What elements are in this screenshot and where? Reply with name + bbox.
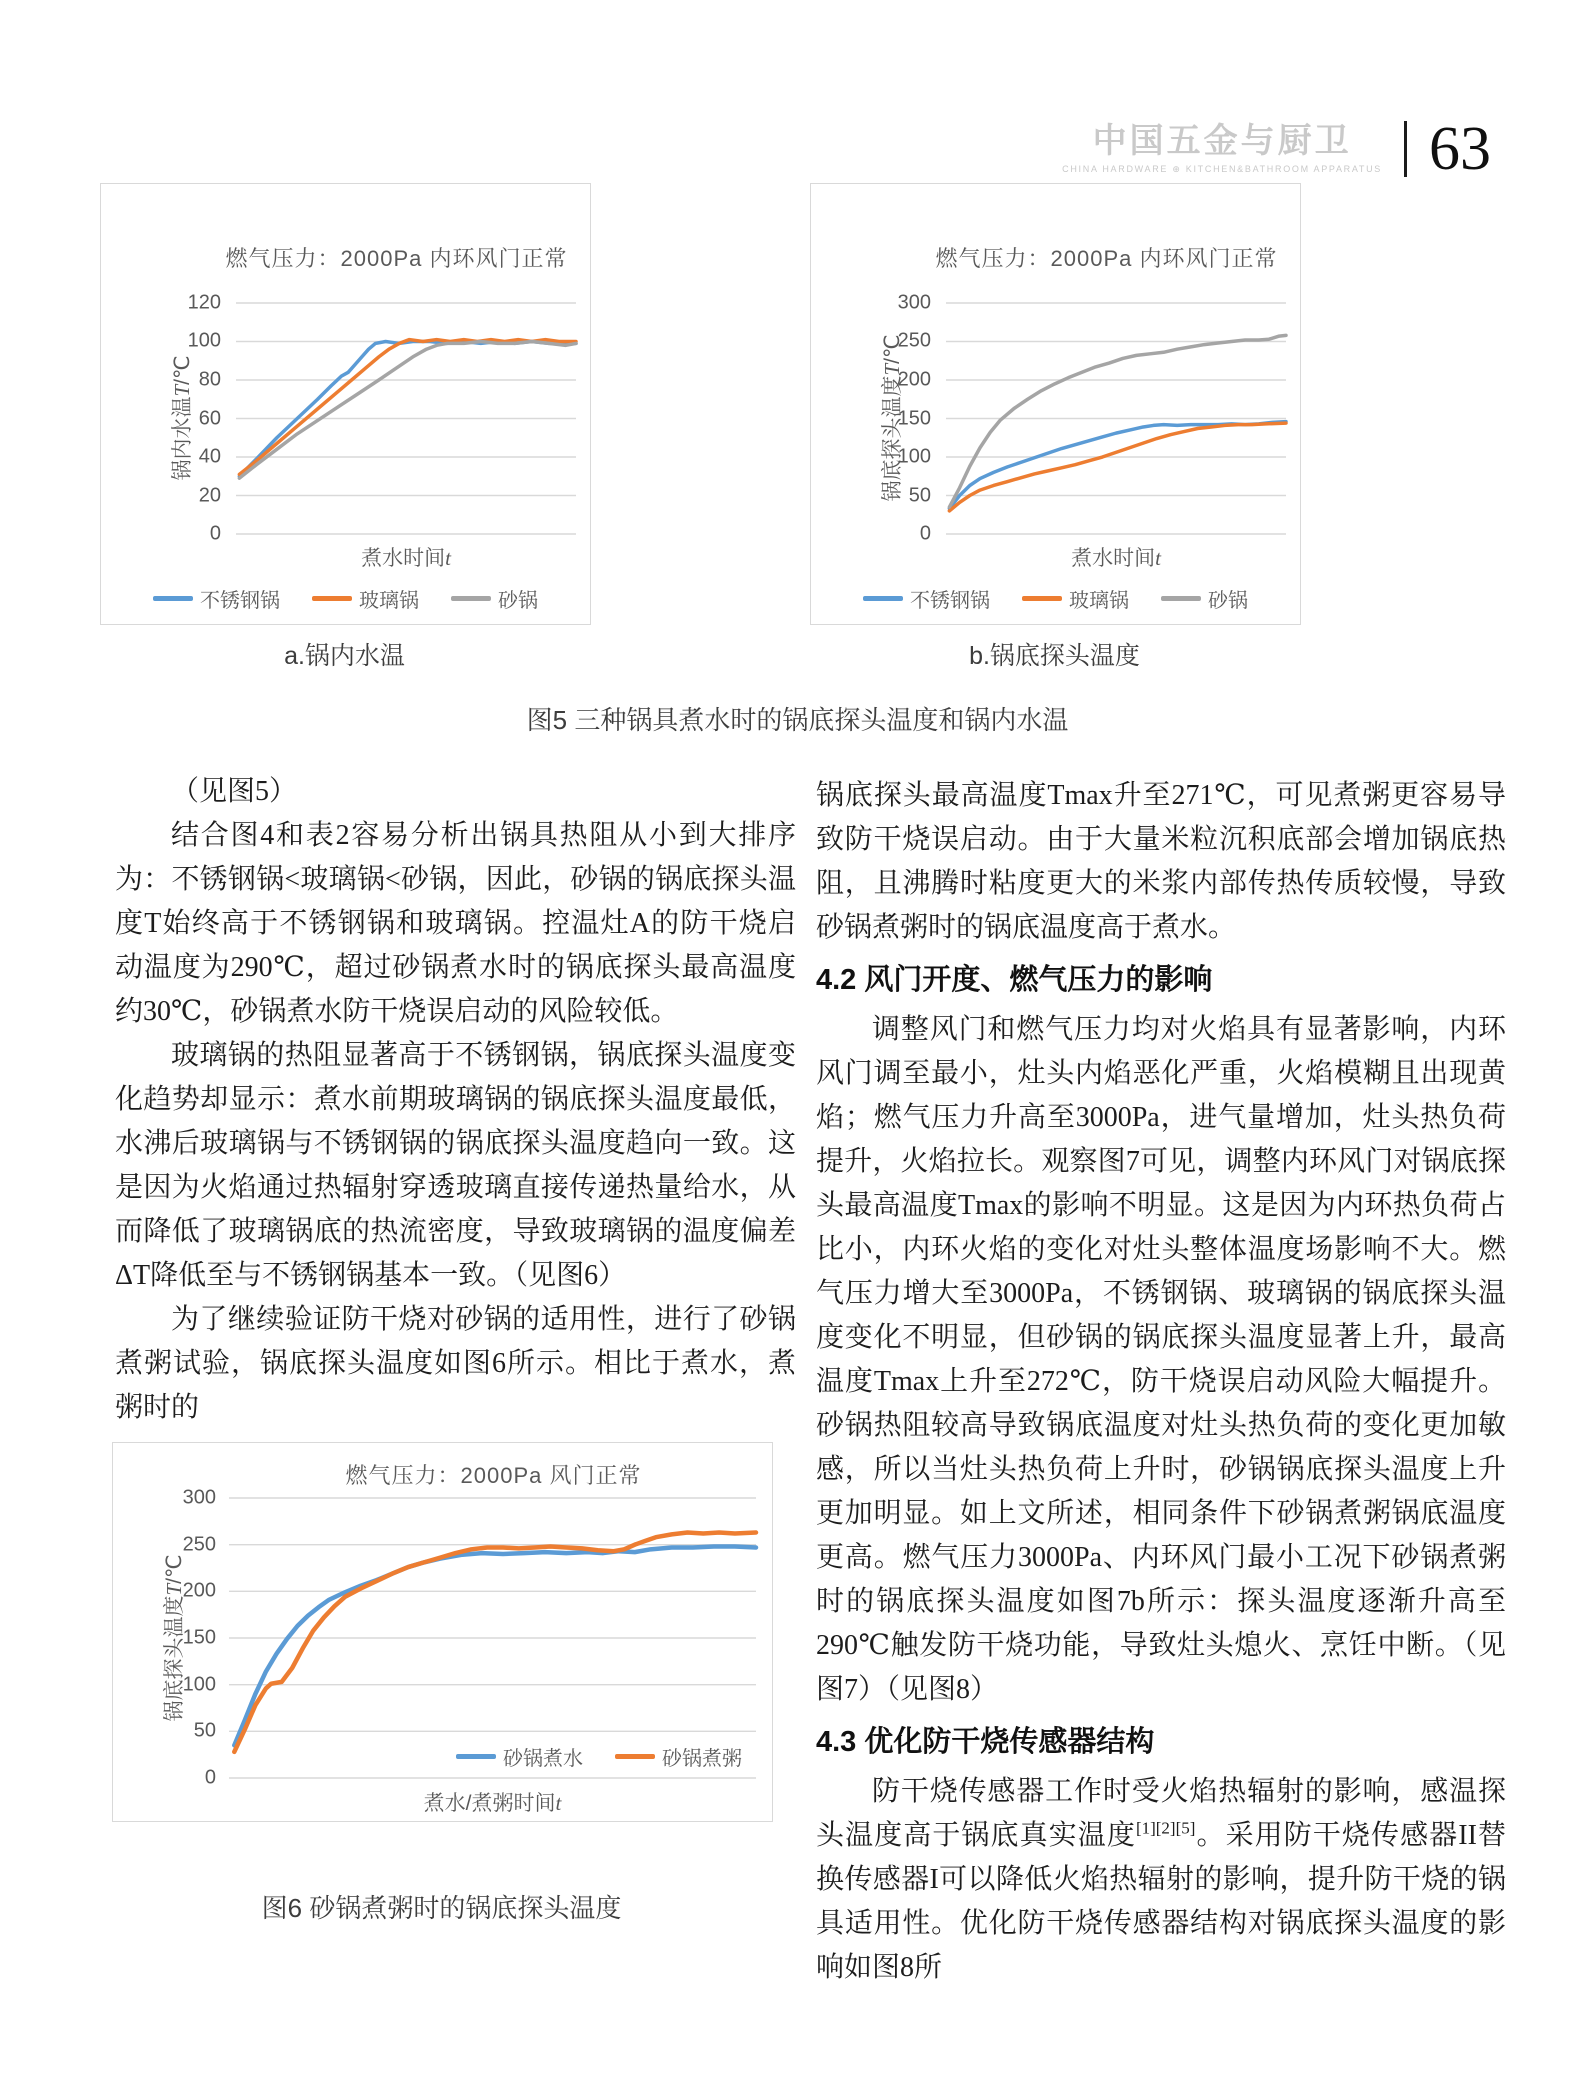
legend-label: 不锈钢锅 xyxy=(910,590,990,612)
legend-item xyxy=(1161,584,1248,613)
y-tick-label: 150 xyxy=(182,1626,216,1649)
plot-area xyxy=(236,303,576,534)
chart-title: 燃气压力：2000Pa 风门正常 xyxy=(345,1463,642,1488)
plot-area xyxy=(229,1498,756,1778)
chart-legend xyxy=(811,584,1300,613)
y-axis-ticks xyxy=(113,1486,216,1789)
y-tick-label: 300 xyxy=(897,291,931,314)
citation-superscript: [1][2][5] xyxy=(1135,1818,1196,1838)
y-tick-label: 250 xyxy=(897,329,931,352)
y-tick-label: 120 xyxy=(187,291,221,314)
body-paragraph xyxy=(816,1770,1506,1990)
figure5-chart-b xyxy=(810,183,1301,625)
legend-line-swatch xyxy=(615,1754,655,1759)
y-axis-ticks xyxy=(101,291,221,545)
legend-label: 砂锅煮水 xyxy=(503,1748,583,1770)
figure5-caption: 图5 三种锅具煮水时的锅底探头温度和锅内水温 xyxy=(526,705,1069,735)
chart-canvas xyxy=(946,303,1286,534)
legend-label: 砂锅煮粥 xyxy=(662,1748,742,1770)
legend-line-swatch xyxy=(451,596,491,601)
body-paragraph: （见图5） xyxy=(171,776,298,807)
figure5b-subcaption: b.锅底探头温度 xyxy=(969,642,1140,670)
y-tick-label: 100 xyxy=(187,329,221,352)
legend-item xyxy=(312,584,419,613)
text-segment: 防干烧传感器工作时受火焰热辐射的影响，感温探头温度高于锅底真实温度 xyxy=(816,1776,1506,1851)
x-axis-label: 煮水时间t xyxy=(361,546,451,570)
journal-logo xyxy=(1062,123,1382,175)
y-tick-label: 100 xyxy=(182,1673,216,1696)
legend-line-swatch xyxy=(153,596,193,601)
legend-line-swatch xyxy=(863,596,903,601)
body-paragraph: 结合图4和表2容易分析出锅具热阻从小到大排序为：不锈钢锅<玻璃锅<砂锅，因此，砂锅的锅底探头温度T始终高于不锈钢锅和玻璃锅。控温灶A的防干烧启动温度为290℃，超过砂锅煮水时的锅底探头最高温度约30℃，砂锅煮水防干烧误启动的风险较低。 xyxy=(115,820,796,1027)
legend-item xyxy=(451,584,538,613)
y-tick-label: 250 xyxy=(182,1533,216,1556)
chart-canvas xyxy=(236,303,576,534)
chart-title: 燃气压力：2000Pa 内环风门正常 xyxy=(225,246,568,271)
figure5-chart-a xyxy=(100,183,591,625)
page-header xyxy=(1062,115,1491,183)
legend-line-swatch xyxy=(1161,596,1201,601)
legend-label: 玻璃锅 xyxy=(1069,590,1129,612)
legend-item xyxy=(456,1742,583,1771)
y-tick-label: 200 xyxy=(897,368,931,391)
legend-item xyxy=(153,584,280,613)
left-column xyxy=(115,770,796,1430)
page-number-divider xyxy=(1404,121,1407,177)
body-paragraph: 锅底探头最高温度Tmax升至271℃，可见煮粥更容易导致防干烧误启动。由于大量米粒沉积底部会增加锅底热阻，且沸腾时粘度更大的米浆内部传热传质较慢，导致砂锅煮粥时的锅底温度高于煮水。 xyxy=(816,780,1506,943)
body-paragraph: 为了继续验证防干烧对砂锅的适用性，进行了砂锅煮粥试验，锅底探头温度如图6所示。相比于煮水，煮粥时的 xyxy=(115,1304,796,1423)
x-axis-label: 煮水/煮粥时间t xyxy=(423,1791,562,1815)
figure6-chart xyxy=(112,1442,773,1822)
legend-item xyxy=(863,584,990,613)
body-paragraph: 调整风门和燃气压力均对火焰具有显著影响，内环风门调至最小，灶头内焰恶化严重，火焰模糊且出现黄焰；燃气压力升高至3000Pa，进气量增加，灶头热负荷提升，火焰拉长。观察图7可见，调整内环风门对锅底探头最高温度Tmax的影响不明显。这是因为内环热负荷占比小，内环火焰的变化对灶头整体温度场影响不大。燃气压力增大至3000Pa，不锈钢锅、玻璃锅的锅底探头温度变化不明显，但砂锅的锅底探头温度显著上升，最高温度Tmax上升至272℃，防干烧误启动风险大幅提升。砂锅热阻较高导致锅底温度对灶头热负荷的变化更加敏感，所以当灶头热负荷上升时，砂锅锅底探头温度上升更加明显。如上文所述，相同条件下砂锅煮粥锅底温度更高。燃气压力3000Pa、内环风门最小工况下砂锅煮粥时的锅底探头温度如图7b所示：探头温度逐渐升高至290℃触发防干烧功能，导致灶头熄火、烹饪中断。（见图7）（见图8） xyxy=(816,1014,1506,1705)
y-tick-label: 80 xyxy=(198,368,221,391)
series-line xyxy=(949,423,1286,511)
legend-label: 玻璃锅 xyxy=(359,590,419,612)
journal-logo-chinese: 中国五金与厨卫 xyxy=(1092,122,1352,160)
legend-line-swatch xyxy=(312,596,352,601)
legend-line-swatch xyxy=(456,1754,496,1759)
series-line xyxy=(234,1533,756,1752)
y-axis-label: 锅底探头温度T/℃ xyxy=(880,334,904,502)
plot-area xyxy=(946,303,1286,534)
legend-label: 砂锅 xyxy=(498,590,538,612)
chart-legend xyxy=(456,1742,742,1771)
chart-legend xyxy=(101,584,590,613)
figure6-caption: 图6 砂锅煮粥时的锅底探头温度 xyxy=(261,1893,622,1923)
y-tick-label: 300 xyxy=(182,1486,216,1509)
y-tick-label: 0 xyxy=(204,1766,216,1789)
y-tick-label: 50 xyxy=(193,1719,216,1742)
section-heading: 4.3 优化防干烧传感器结构 xyxy=(816,1726,1155,1758)
y-tick-label: 0 xyxy=(209,522,221,545)
legend-line-swatch xyxy=(1022,596,1062,601)
y-tick-label: 0 xyxy=(919,522,931,545)
y-tick-label: 200 xyxy=(182,1579,216,1602)
page-number: 63 xyxy=(1429,115,1491,183)
series-line xyxy=(234,1547,756,1746)
series-line xyxy=(949,335,1286,507)
y-tick-label: 20 xyxy=(198,484,221,506)
text-segment: 。采用防干烧传感器II替换传感器I可以降低火焰热辐射的影响，提升防干烧的锅具适用性。优化防干烧传感器结构对锅底探头温度的影响如图8所 xyxy=(816,1820,1506,1983)
chart-canvas xyxy=(229,1498,756,1778)
y-tick-label: 60 xyxy=(198,407,221,429)
y-axis-label: 锅内水温T/℃ xyxy=(170,355,194,481)
legend-item xyxy=(1022,584,1129,613)
y-tick-label: 50 xyxy=(908,484,931,506)
y-axis-label: 锅底探头温度T/℃ xyxy=(162,1554,186,1722)
legend-label: 不锈钢锅 xyxy=(200,590,280,612)
section-heading: 4.2 风门开度、燃气压力的影响 xyxy=(816,964,1213,996)
y-tick-label: 150 xyxy=(897,407,931,429)
figure5a-subcaption: a.锅内水温 xyxy=(284,642,405,670)
y-tick-label: 100 xyxy=(897,445,931,468)
x-axis-label: 煮水时间t xyxy=(1071,546,1161,570)
legend-label: 砂锅 xyxy=(1208,590,1248,612)
journal-logo-english: CHINA HARDWARE ⊕ KITCHEN&BATHROOM APPARATUS xyxy=(1062,164,1382,174)
y-axis-ticks xyxy=(811,291,931,545)
right-column xyxy=(816,774,1506,1990)
chart-title: 燃气压力：2000Pa 内环风门正常 xyxy=(935,246,1278,271)
body-paragraph: 玻璃锅的热阻显著高于不锈钢锅，锅底探头温度变化趋势却显示：煮水前期玻璃锅的锅底探头温度最低，水沸后玻璃锅与不锈钢锅的锅底探头温度趋向一致。这是因为火焰通过热辐射穿透玻璃直接传递热量给水，从而降低了玻璃锅底的热流密度，导致玻璃锅的温度偏差ΔT降低至与不锈钢锅基本一致。（见图6） xyxy=(115,1040,796,1291)
legend-item xyxy=(615,1742,742,1771)
y-tick-label: 40 xyxy=(198,445,221,468)
